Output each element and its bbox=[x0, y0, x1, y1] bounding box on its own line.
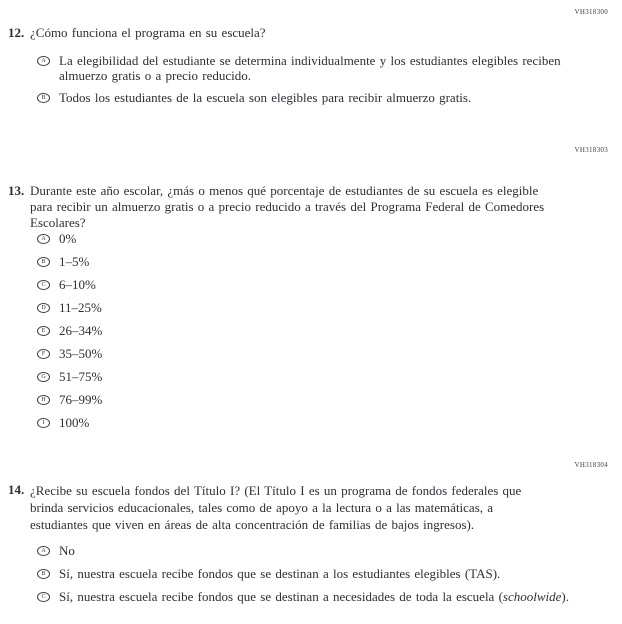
answer-option-label: 0% bbox=[59, 231, 77, 246]
bubble-letter: C bbox=[41, 282, 46, 288]
answer-bubble-a[interactable] bbox=[37, 234, 50, 244]
answer-option-label: 1–5% bbox=[59, 254, 90, 269]
question-13 bbox=[8, 183, 608, 431]
answer-option-label: 35–50% bbox=[59, 346, 103, 361]
bubble-letter: E bbox=[41, 328, 46, 334]
question-text: ¿Recibe su escuela fondos del Título I? (El Título I es un programa de fondos federales que brinda servicios educacionales, tales como de apoyo a la lectura o a las matemáticas, a estudiantes que viven en áreas de alta concentración de familias de bajos ingresos). bbox=[30, 483, 522, 532]
answer-bubble-c[interactable] bbox=[37, 280, 50, 290]
bubble-letter: C bbox=[41, 594, 46, 600]
answer-option-label: 100% bbox=[59, 415, 90, 430]
answer-bubble-b[interactable] bbox=[37, 257, 50, 267]
answer-bubble-b[interactable] bbox=[37, 569, 50, 579]
question-14 bbox=[8, 482, 608, 605]
answer-option-label bbox=[59, 589, 569, 605]
answer-option[interactable] bbox=[37, 566, 608, 582]
answer-option[interactable] bbox=[37, 392, 608, 408]
question-text: Durante este año escolar, ¿más o menos qué porcentaje de estudiantes de su escuela es elegible para recibir un almuerzo gratis o a precio reducido a través del Programa Federal de Comedores Escolares? bbox=[30, 183, 545, 230]
answer-option[interactable] bbox=[37, 323, 608, 339]
accession-code: VH318300 bbox=[574, 8, 608, 16]
answer-bubble-d[interactable] bbox=[37, 303, 50, 313]
answer-option-label: 11–25% bbox=[59, 300, 102, 315]
answer-option[interactable] bbox=[37, 53, 608, 83]
question-14-head bbox=[8, 482, 608, 533]
question-14-section bbox=[8, 461, 608, 605]
question-12 bbox=[8, 25, 608, 105]
bubble-letter: H bbox=[41, 397, 46, 403]
answer-bubble-a[interactable] bbox=[37, 546, 50, 556]
answer-option[interactable] bbox=[37, 369, 608, 385]
bubble-letter: B bbox=[41, 259, 46, 265]
question-12-section bbox=[8, 8, 608, 105]
answer-bubble-i[interactable] bbox=[37, 418, 50, 428]
answer-bubble-c[interactable] bbox=[37, 592, 50, 602]
accession-code: VH318303 bbox=[574, 146, 608, 154]
answer-option[interactable] bbox=[37, 90, 608, 105]
option-text-after: ). bbox=[561, 589, 570, 604]
bubble-letter: A bbox=[41, 58, 46, 64]
bubble-letter: A bbox=[41, 548, 46, 554]
answer-option-label: Sí, nuestra escuela recibe fondos que se destinan a los estudiantes elegibles (TAS). bbox=[59, 566, 501, 581]
answer-option[interactable] bbox=[37, 231, 608, 247]
answer-bubble-h[interactable] bbox=[37, 395, 50, 405]
question-13-section bbox=[8, 146, 608, 431]
answer-option[interactable] bbox=[37, 254, 608, 270]
accession-code: VH318304 bbox=[574, 461, 608, 469]
question-number: 12. bbox=[8, 25, 25, 40]
option-text-italic: schoolwide bbox=[502, 589, 562, 604]
bubble-letter: G bbox=[41, 374, 46, 380]
answer-bubble-a[interactable] bbox=[37, 56, 50, 66]
answer-option[interactable] bbox=[37, 300, 608, 316]
answer-option-label: No bbox=[59, 543, 75, 558]
answer-option-label: 6–10% bbox=[59, 277, 96, 292]
bubble-letter: B bbox=[41, 571, 46, 577]
question-13-options bbox=[8, 231, 608, 431]
question-14-options bbox=[8, 543, 608, 605]
bubble-letter: F bbox=[41, 351, 46, 357]
answer-bubble-g[interactable] bbox=[37, 372, 50, 382]
answer-option-label: 26–34% bbox=[59, 323, 103, 338]
answer-option-label: La elegibilidad del estudiante se determina individualmente y los estudiantes elegibles reciben almuerzo gratis o a precio reducido. bbox=[59, 53, 561, 83]
bubble-letter: A bbox=[41, 236, 46, 242]
answer-option-label: 51–75% bbox=[59, 369, 103, 384]
question-text: ¿Cómo funciona el programa en su escuela? bbox=[30, 25, 266, 40]
answer-bubble-f[interactable] bbox=[37, 349, 50, 359]
question-12-options bbox=[8, 53, 608, 105]
answer-bubble-e[interactable] bbox=[37, 326, 50, 336]
answer-bubble-b[interactable] bbox=[37, 93, 50, 103]
option-text-before: Sí, nuestra escuela recibe fondos que se destinan a necesidades de toda la escuela ( bbox=[59, 589, 503, 604]
bubble-letter: B bbox=[41, 95, 46, 101]
answer-option[interactable] bbox=[37, 415, 608, 431]
question-12-head bbox=[8, 25, 608, 41]
answer-option[interactable] bbox=[37, 277, 608, 293]
answer-option[interactable] bbox=[37, 589, 608, 605]
question-number: 13. bbox=[8, 183, 25, 198]
answer-option[interactable] bbox=[37, 346, 608, 362]
answer-option-label: 76–99% bbox=[59, 392, 103, 407]
bubble-letter: I bbox=[42, 420, 45, 426]
answer-option-label: Todos los estudiantes de la escuela son elegibles para recibir almuerzo gratis. bbox=[59, 90, 472, 105]
question-number: 14. bbox=[8, 482, 25, 497]
bubble-letter: D bbox=[41, 305, 46, 311]
answer-option[interactable] bbox=[37, 543, 608, 559]
question-13-head bbox=[8, 183, 608, 231]
